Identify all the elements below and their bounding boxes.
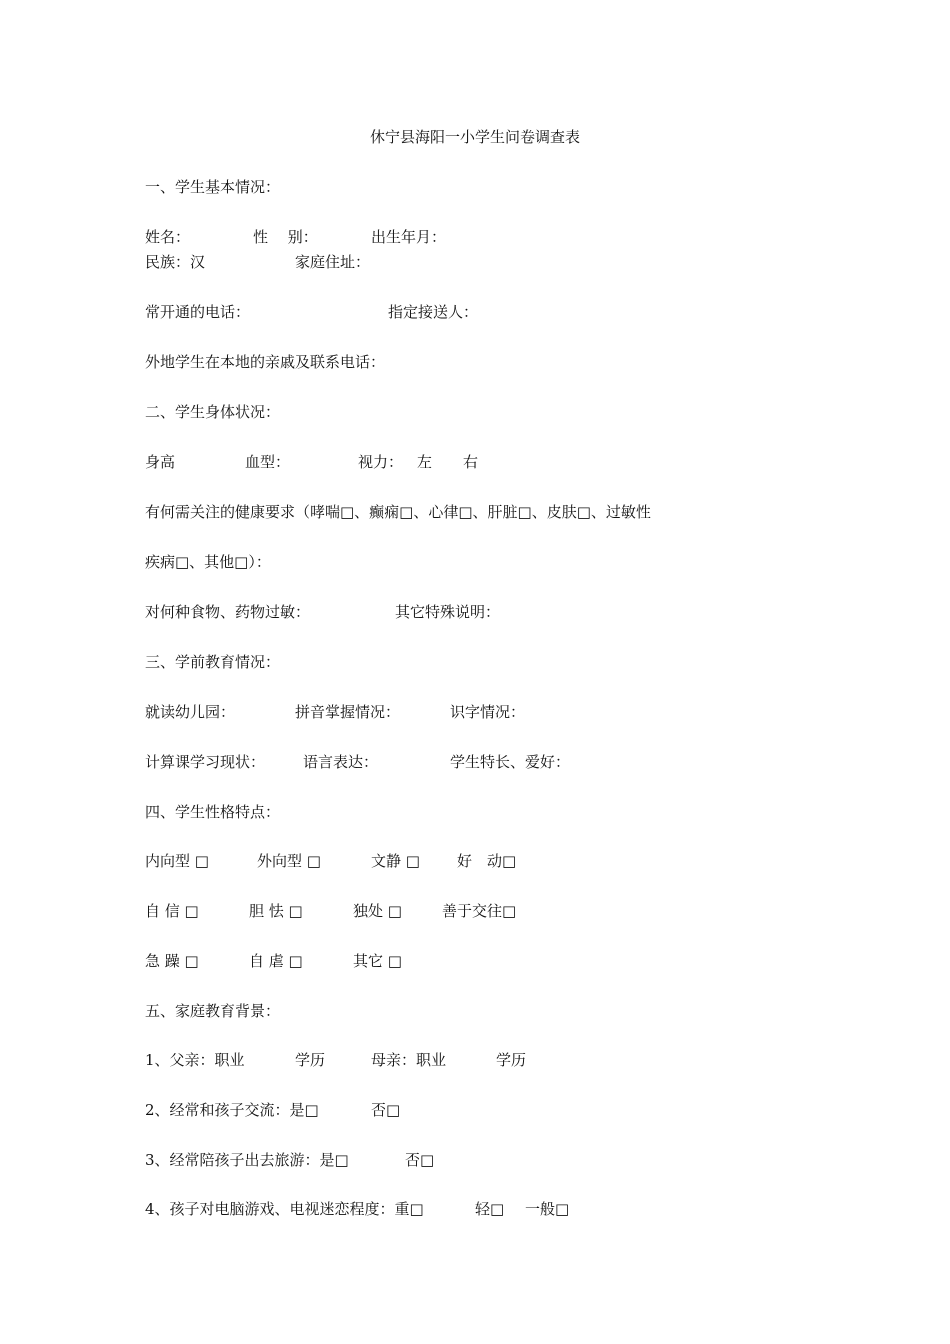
- addiction-light-checkbox[interactable]: 轻□: [475, 1200, 505, 1218]
- section-heading-health: 二、学生身体状况：: [145, 403, 281, 421]
- section-heading-family: 五、家庭教育背景：: [145, 1002, 281, 1020]
- height-label: 身高: [145, 453, 176, 471]
- basic-info-row-2: [145, 252, 545, 272]
- family-question-4: [145, 1199, 605, 1219]
- solitary-checkbox[interactable]: 独处 □: [353, 902, 402, 920]
- family-question-3: [145, 1150, 565, 1170]
- blood-type-label: 血型：: [245, 453, 291, 471]
- special-notes-label: 其它特殊说明：: [395, 603, 501, 621]
- travel-yes-checkbox[interactable]: 3、经常陪孩子出去旅游：是□: [145, 1151, 349, 1169]
- section-heading-basic: 一、学生基本情况：: [145, 178, 281, 196]
- section-heading-preschool: 三、学前教育情况：: [145, 653, 281, 671]
- father-occupation-label: 1、父亲：职业: [145, 1051, 245, 1069]
- communication-yes-checkbox[interactable]: 2、经常和孩子交流：是□: [145, 1101, 319, 1119]
- ethnicity-label: 民族：汉: [145, 253, 206, 271]
- mother-education-label: 学历: [496, 1051, 527, 1069]
- communication-no-checkbox[interactable]: 否□: [371, 1101, 401, 1119]
- personality-row-2: [145, 901, 565, 921]
- health-needs-line-1: 有何需关注的健康要求（哮喘□、癫痫□、心律□、肝脏□、皮肤□、过敏性: [145, 503, 651, 521]
- pinyin-label: 拼音掌握情况：: [295, 703, 401, 721]
- vision-label: 视力：: [358, 453, 404, 471]
- gender-label: 性 别：: [253, 228, 318, 246]
- personality-row-3: [145, 951, 565, 971]
- family-question-1: [145, 1050, 565, 1070]
- mother-occupation-label: 母亲：职业: [371, 1051, 447, 1069]
- name-label: 姓名：: [145, 228, 191, 246]
- family-question-2: [145, 1100, 565, 1120]
- vision-right-label: 右: [463, 453, 479, 471]
- allergy-row: [145, 602, 545, 622]
- math-label: 计算课学习现状：: [145, 753, 266, 771]
- contact-row: [145, 302, 545, 322]
- basic-info-row-1: [145, 227, 545, 247]
- quiet-checkbox[interactable]: 文静 □: [371, 852, 420, 870]
- phone-label: 常开通的电话：: [145, 303, 251, 321]
- other-personality-checkbox[interactable]: 其它 □: [353, 952, 402, 970]
- confident-checkbox[interactable]: 自 信 □: [145, 902, 199, 920]
- section-heading-personality: 四、学生性格特点：: [145, 803, 281, 821]
- relative-contact-label: 外地学生在本地的亲戚及联系电话：: [145, 353, 386, 371]
- talent-label: 学生特长、爱好：: [450, 753, 571, 771]
- self-harm-checkbox[interactable]: 自 虐 □: [249, 952, 303, 970]
- language-label: 语言表达：: [303, 753, 379, 771]
- timid-checkbox[interactable]: 胆 怯 □: [249, 902, 303, 920]
- father-education-label: 学历: [295, 1051, 326, 1069]
- personality-row-1: [145, 851, 565, 871]
- allergy-label: 对何种食物、药物过敏：: [145, 603, 311, 621]
- health-needs-line-2: 疾病□、其他□）：: [145, 553, 271, 571]
- health-row-1: [145, 452, 545, 472]
- preschool-row-1: [145, 702, 565, 722]
- address-label: 家庭住址：: [295, 253, 371, 271]
- active-checkbox[interactable]: 好 动□: [457, 852, 517, 870]
- pickup-person-label: 指定接送人：: [388, 303, 479, 321]
- addiction-normal-checkbox[interactable]: 一般□: [525, 1200, 570, 1218]
- impatient-checkbox[interactable]: 急 躁 □: [145, 952, 199, 970]
- sociable-checkbox[interactable]: 善于交往□: [442, 902, 517, 920]
- extrovert-checkbox[interactable]: 外向型 □: [257, 852, 321, 870]
- literacy-label: 识字情况：: [450, 703, 526, 721]
- addiction-heavy-checkbox[interactable]: 4、孩子对电脑游戏、电视迷恋程度：重□: [145, 1200, 424, 1218]
- birth-date-label: 出生年月：: [371, 228, 447, 246]
- travel-no-checkbox[interactable]: 否□: [405, 1151, 435, 1169]
- preschool-row-2: [145, 752, 605, 772]
- introvert-checkbox[interactable]: 内向型 □: [145, 852, 209, 870]
- document-title: 休宁县海阳一小学生问卷调查表: [369, 128, 580, 146]
- vision-left-label: 左: [417, 453, 433, 471]
- kindergarten-label: 就读幼儿园：: [145, 703, 236, 721]
